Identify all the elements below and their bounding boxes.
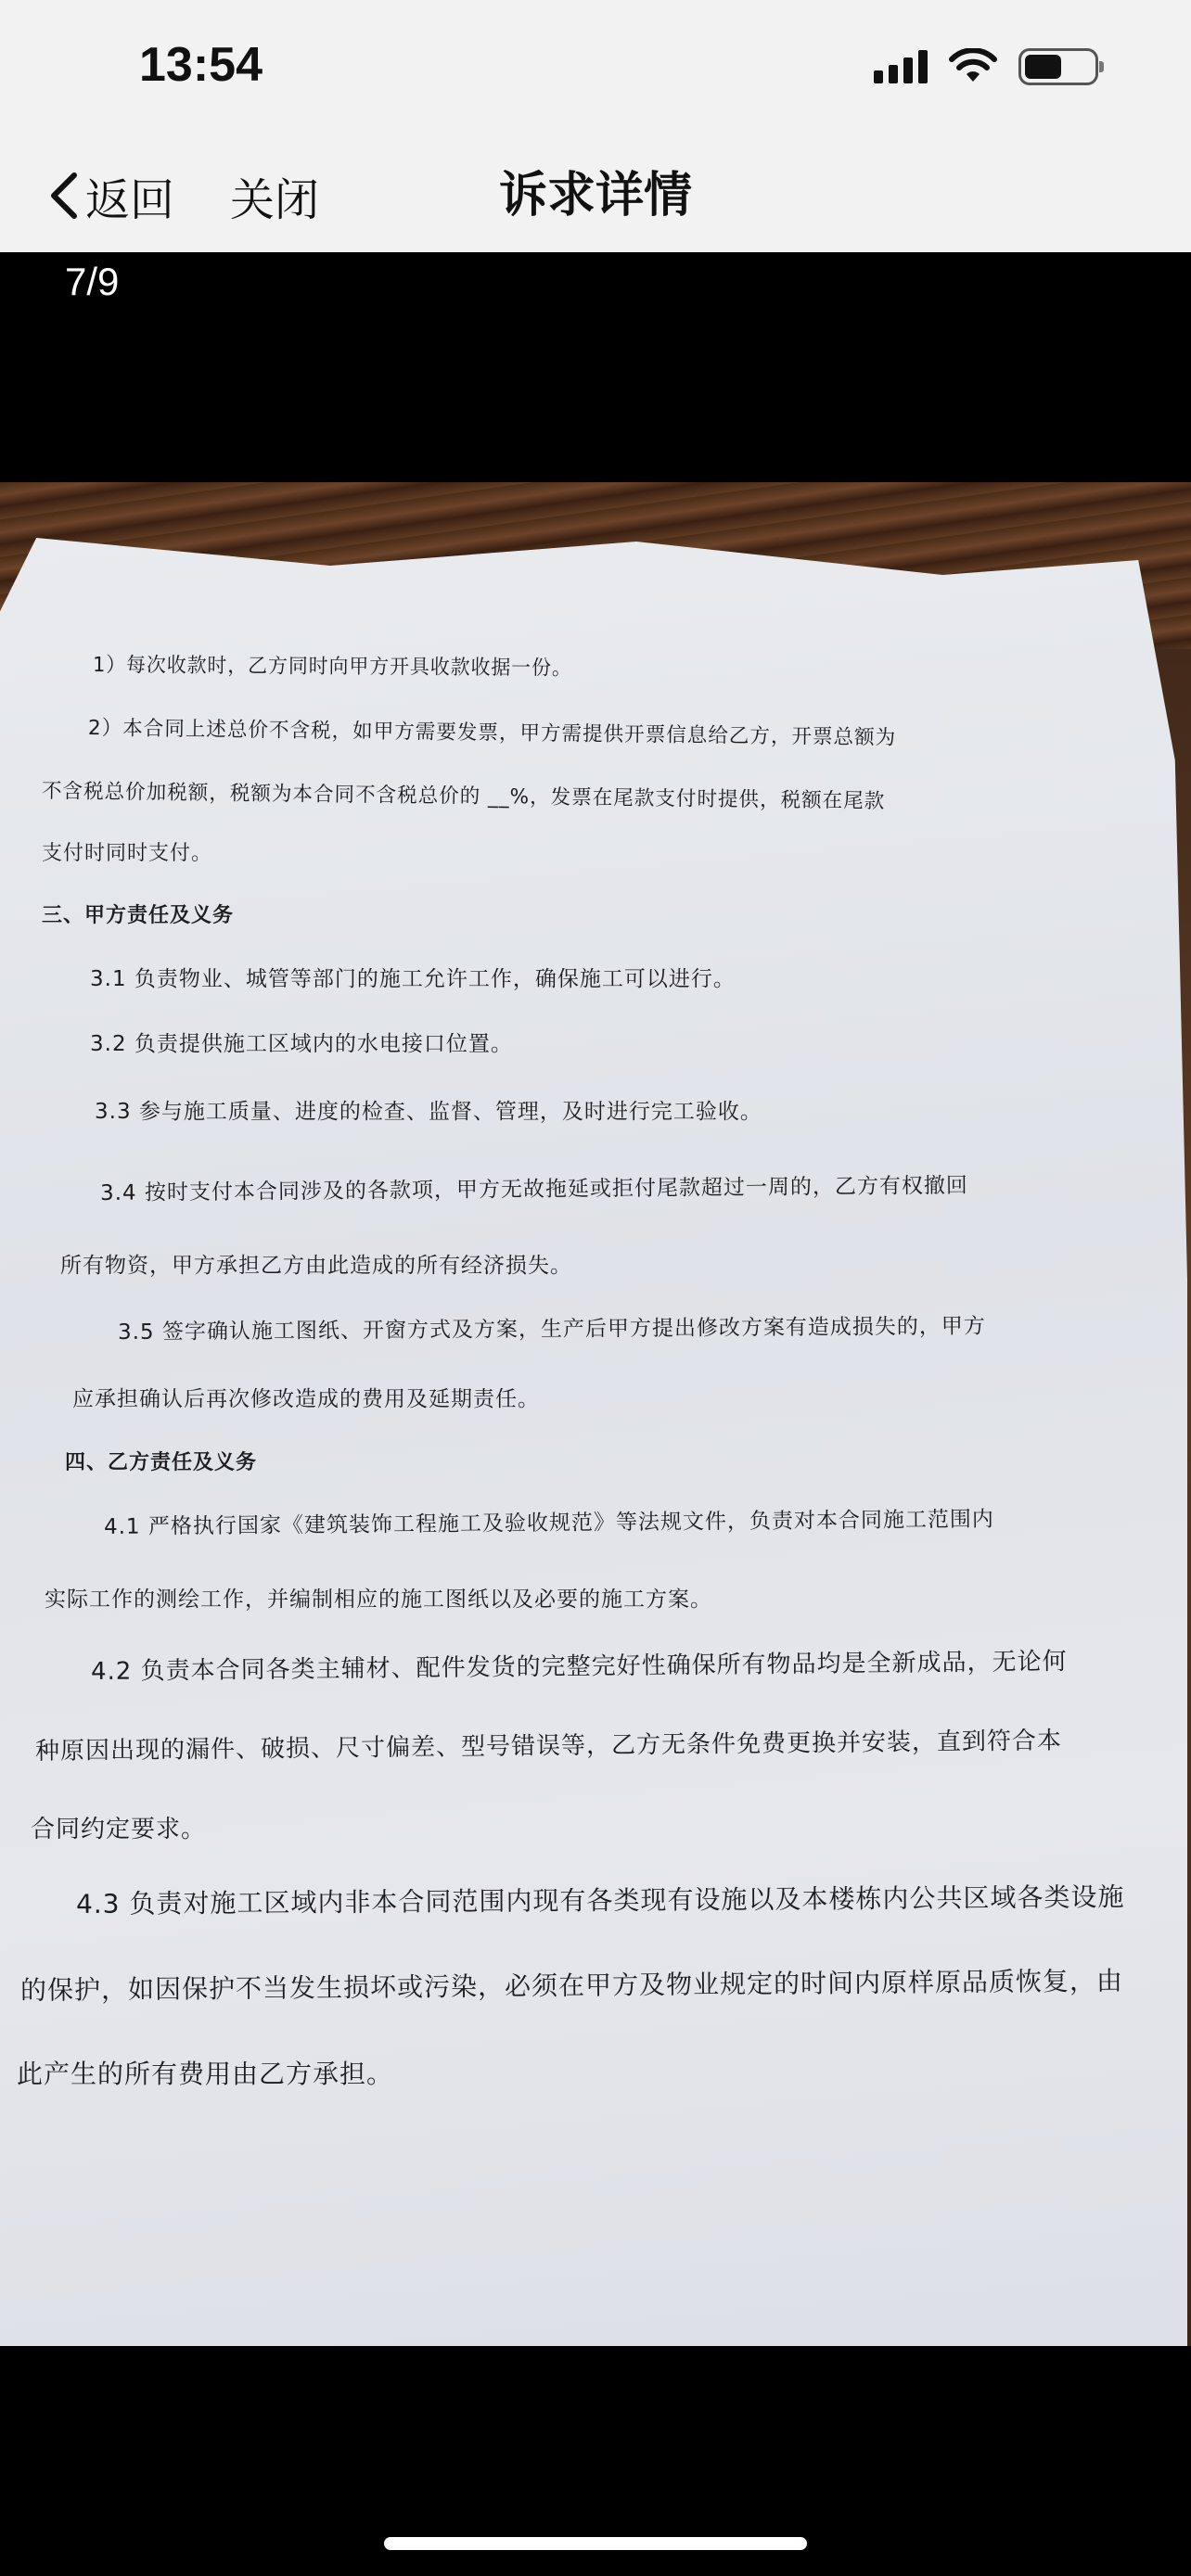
document-text <box>0 482 1191 2346</box>
wifi-icon <box>948 48 998 85</box>
battery-icon <box>1018 48 1098 85</box>
doc-line: 不含税总价加税额，税额为本合同不含税总价的 __%，发票在尾款支付时提供，税额在尾款 <box>41 780 886 814</box>
doc-line: 种原因出现的漏件、破损、尺寸偏差、型号错误等，乙方无条件免费更换并安装，直到符合本 <box>34 1727 1063 1766</box>
status-icons <box>874 48 1098 85</box>
page-counter: 7/9 <box>65 260 120 303</box>
doc-line: 3.3 参与施工质量、进度的检查、监督、管理，及时进行完工验收。 <box>95 1100 762 1124</box>
nav-bar <box>0 139 1191 252</box>
doc-line: 此产生的所有费用由乙方承担。 <box>17 2059 394 2089</box>
doc-line: 4.3 负责对施工区域内非本合同范围内现有各类现有设施以及本楼栋内公共区域各类设施 <box>75 1881 1125 1919</box>
doc-line: 4.1 严格执行国家《建筑装饰工程施工及验收规范》等法规文件，负责对本合同施工范围内 <box>103 1507 994 1539</box>
page-title: 诉求详情 <box>498 168 692 223</box>
doc-line: 3.1 负责物业、城管等部门的施工允许工作，确保施工可以进行。 <box>90 967 736 991</box>
doc-line: 的保护，如因保护不当发生损坏或污染，必须在甲方及物业规定的时间内原样原品质恢复，由 <box>19 1965 1124 2006</box>
status-time: 13:54 <box>139 38 263 92</box>
doc-line: 3.2 负责提供施工区域内的水电接口位置。 <box>90 1032 513 1056</box>
doc-line: 支付时同时支付。 <box>42 842 213 865</box>
close-button[interactable]: 关闭 <box>230 173 320 226</box>
doc-line: 实际工作的测绘工作，并编制相应的施工图纸以及必要的施工方案。 <box>45 1588 712 1612</box>
document-photo[interactable] <box>0 482 1191 2346</box>
status-bar <box>0 0 1191 139</box>
doc-line: 1）每次收款时，乙方同时向甲方开具收款收据一份。 <box>92 654 572 681</box>
doc-line: 所有物资，甲方承担乙方由此造成的所有经济损失。 <box>60 1254 572 1278</box>
doc-line: 合同约定要求。 <box>31 1816 207 1843</box>
doc-line: 应承担确认后再次修改造成的费用及延期责任。 <box>72 1387 540 1411</box>
doc-line: 3.5 签字确认施工图纸、开窗方式及方案，生产后甲方提出修改方案有造成损失的，甲方 <box>117 1314 986 1345</box>
doc-heading: 三、甲方责任及义务 <box>42 904 235 927</box>
doc-heading: 四、乙方责任及义务 <box>65 1451 258 1474</box>
doc-line: 2）本合同上述总价不含税，如甲方需要发票，甲方需提供开票信息给乙方，开票总额为 <box>87 717 897 750</box>
doc-line: 3.4 按时支付本合同涉及的各款项，甲方无故拖延或拒付尾款超过一周的，乙方有权撤回 <box>99 1173 968 1205</box>
battery-level <box>1025 55 1061 79</box>
cellular-signal-icon <box>874 50 928 83</box>
home-indicator[interactable] <box>384 2537 807 2550</box>
back-label: 返回 <box>85 173 175 226</box>
doc-line: 4.2 负责本合同各类主辅材、配件发货的完整完好性确保所有物品均是全新成品，无论何 <box>90 1647 1068 1686</box>
